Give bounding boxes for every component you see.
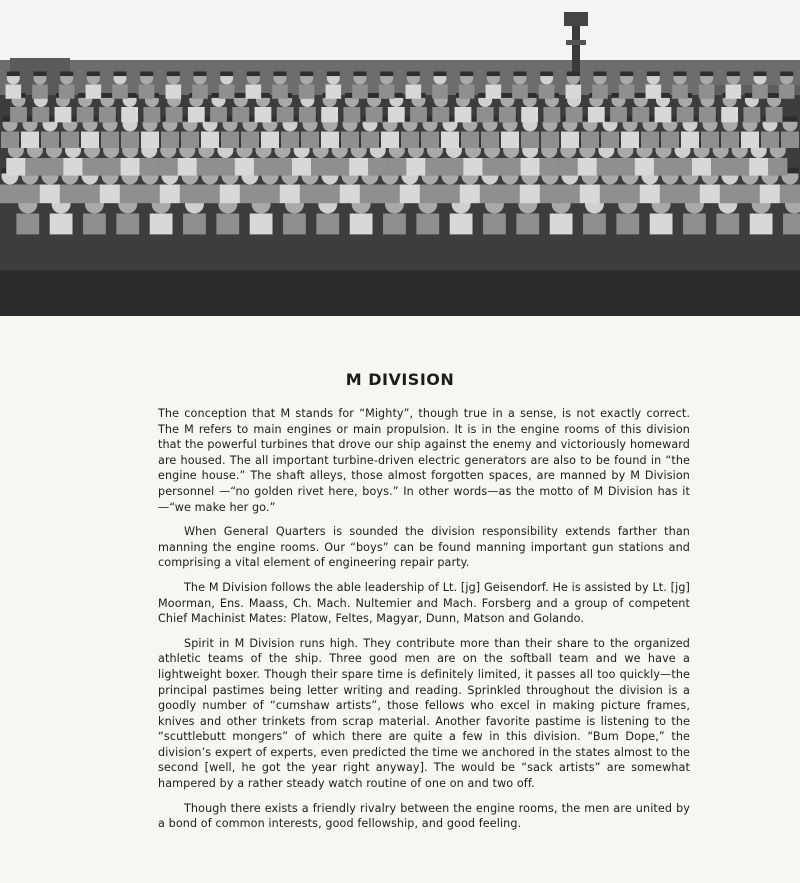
- article-paragraph: Though there exists a friendly rivalry between the engine rooms, the men are united by a bond of common interests, good fellowship, and good feeling.: [158, 801, 690, 831]
- article-paragraph: Spirit in M Division runs high. They contribute more than their share to the organized athletic teams of the ship. Three good men are on the softball team and we have a lightweight boxer. Though their spare time is definitely limited, it passes all too quickly—the principal pastimes being letter writing and reading. Sprinkled throughout the division is a goodly number of “cumshaw artists”, those fellows who excel in making picture frames, knives and other trinkets from scrap material. Another favorite pastime is listening to the “scuttlebutt mongers” of which there are quite a few in this division. “Bum Dope,” the division’s expert of experts, even predicted the time we anchored in the states almost to the second [well, he got the year right anyway]. The would be “sack artists” are somewhat hampered by a rather steady watch routine of one on and two off.: [158, 636, 690, 791]
- article-body: [158, 406, 690, 841]
- section-heading: M DIVISION: [345, 370, 455, 389]
- division-group-photo: [0, 0, 800, 316]
- group-photo-illustration: [0, 0, 800, 316]
- article-paragraph: The M Division follows the able leadership of Lt. [jg] Geisendorf. He is assisted by Lt. [jg] Moorman, Ens. Maass, Ch. Mach. Nultemier and Mach. Forsberg and a group of competent Chief Machinist Mates: Platow, Feltes, Magyar, Dunn, Matson and Golando.: [158, 580, 690, 626]
- article-paragraph: When General Quarters is sounded the division responsibility extends farther than manning the engine rooms. Our “boys” can be found manning important gun stations and comprising a vital element of engineering repair party.: [158, 525, 690, 570]
- article-paragraph: The conception that M stands for “Mighty”, though true in a sense, is not exactly correct. The M refers to main engines or main propulsion. It is in the engine rooms of this division that the powerful turbines that drove our ship against the enemy and victoriously homeward are housed. The all important turbine-driven electric generators are also to be found in “the engine house.” The shaft alleys, those almost forgotten spaces, are manned by M Division personnel —“no golden rivet here, boys.” In other words—as the motto of M Division has it—“we make her go.”: [158, 407, 690, 514]
